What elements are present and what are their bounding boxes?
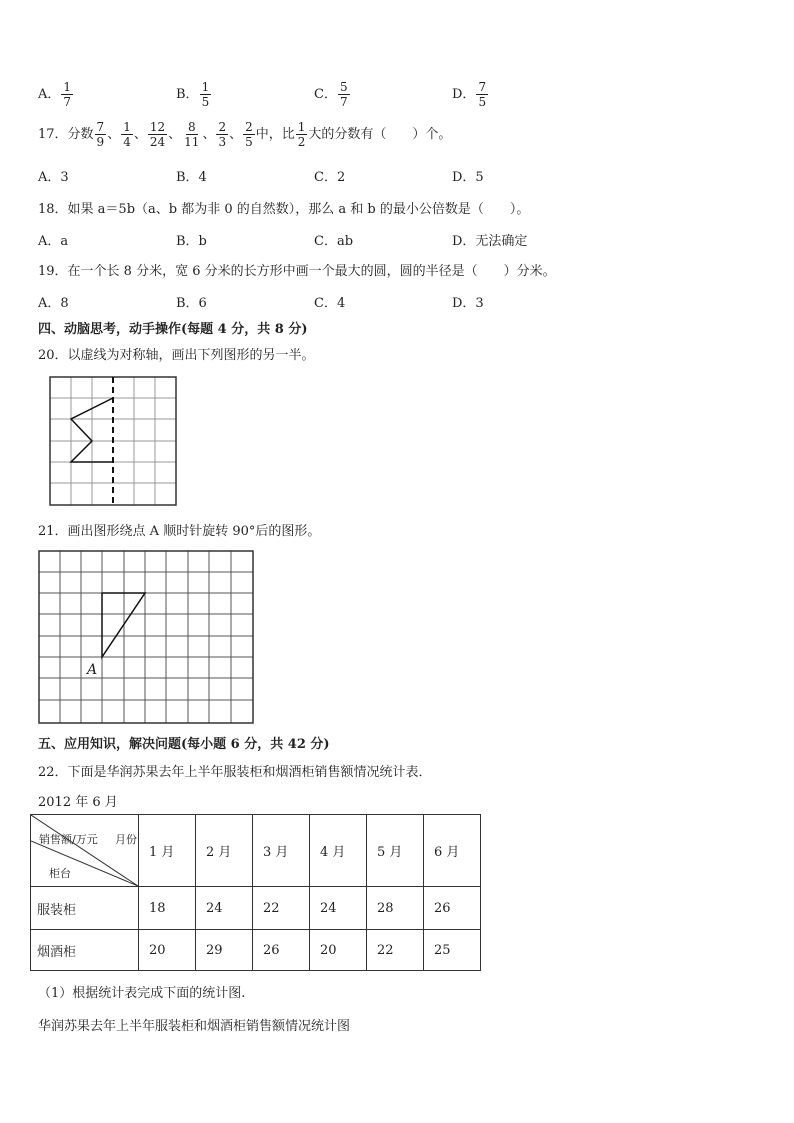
table-header-row	[31, 815, 481, 887]
q19-question: 19．在一个长 8 分米，宽 6 分米的长方形中画一个最大的圆，圆的半径是（ ）分米。	[38, 264, 556, 279]
fraction: $\frac{12}{24}$	[149, 120, 166, 149]
q17-option-b[interactable]: B．4	[176, 170, 207, 185]
header-counter-label: 柜台	[49, 867, 71, 880]
month-header: 3 月	[253, 815, 310, 887]
diagonal-header-cell	[31, 815, 139, 887]
q22-question: 22．下面是华润苏果去年上半年服装柜和烟酒柜销售额情况统计表．	[38, 765, 432, 780]
fraction: $\frac{1}{2}$	[297, 120, 306, 149]
table-cell: 24	[196, 887, 253, 930]
grid-border	[39, 551, 253, 723]
q17-option-a[interactable]: A．3	[38, 170, 69, 185]
q16-option-a[interactable]: A． $\frac{1}{7}$	[38, 80, 72, 109]
grid-lines	[39, 551, 253, 723]
fraction: $\frac{1}{5}$	[201, 80, 210, 109]
month-header: 5 月	[367, 815, 424, 887]
table-cell: 26	[253, 930, 310, 971]
q18-option-d[interactable]: D．无法确定	[452, 234, 528, 249]
q21-rotation-grid[interactable]	[38, 550, 254, 724]
fraction: $\frac{5}{7}$	[339, 80, 348, 109]
q22-sub1: （1）根据统计表完成下面的统计图.	[38, 986, 246, 1001]
header-sales-label: 销售额/万元	[39, 833, 98, 846]
q18-option-b[interactable]: B．b	[176, 234, 207, 249]
table-row	[31, 887, 481, 930]
month-header: 6 月	[424, 815, 481, 887]
row-label: 烟酒柜	[31, 930, 139, 971]
table-date: 2012 年 6 月	[38, 795, 118, 810]
q18-question: 18．如果 a＝5b（a、b 都为非 0 的自然数），那么 a 和 b 的最小公倍数是（ ）。	[38, 202, 530, 217]
point-a-label: A	[87, 662, 98, 678]
q21-question: 21．画出图形绕点 A 顺时针旋转 90°后的图形。	[38, 524, 321, 539]
q17-option-c[interactable]: C．2	[314, 170, 346, 185]
fraction: $\frac{7}{5}$	[478, 80, 487, 109]
fraction: $\frac{7}{9}$	[96, 120, 105, 149]
chart-title: 华润苏果去年上半年服装柜和烟酒柜销售额情况统计图	[38, 1019, 351, 1034]
q19-option-d[interactable]: D．3	[452, 296, 484, 311]
q19-option-a[interactable]: A．8	[38, 296, 69, 311]
fraction: $\frac{2}{5}$	[245, 120, 253, 149]
table-cell: 25	[424, 930, 481, 971]
table-cell: 29	[196, 930, 253, 971]
q16-option-b[interactable]: B． $\frac{1}{5}$	[176, 80, 210, 109]
table-cell: 22	[253, 887, 310, 930]
q19-option-b[interactable]: B．6	[176, 296, 207, 311]
table-cell: 18	[139, 887, 196, 930]
fraction: $\frac{8}{11}$	[184, 120, 200, 149]
q17-question: 17．分数 $\frac{7}{9}$ 、 $\frac{1}{4}$ 、 $\frac{12}{24}$ 、 $\frac{8}{11}$ 、 $\frac{2}{3}$ 、 $\frac{2}{5}$ 中，比 $\frac{1}{2}$ 大的分数有（ ）个。	[38, 120, 452, 149]
table-cell: 28	[367, 887, 424, 930]
table-cell: 22	[367, 930, 424, 971]
section-5-title: 五、应用知识，解决问题(每小题 6 分，共 42 分)	[38, 737, 330, 752]
table-cell: 24	[310, 887, 367, 930]
fraction: $\frac{2}{3}$	[218, 120, 227, 149]
diagonal-lines	[31, 815, 138, 886]
q20-question: 20．以虚线为对称轴，画出下列图形的另一半。	[38, 348, 315, 363]
table-cell: 20	[310, 930, 367, 971]
table-cell: 26	[424, 887, 481, 930]
q20-symmetry-grid[interactable]	[48, 375, 178, 507]
table-cell: 20	[139, 930, 196, 971]
q18-option-c[interactable]: C．ab	[314, 234, 354, 249]
q18-option-a[interactable]: A．a	[38, 234, 69, 249]
fraction: $\frac{1}{4}$	[123, 120, 131, 149]
header-month-label: 月份	[115, 833, 137, 846]
row-label: 服装柜	[31, 887, 139, 930]
month-header: 4 月	[310, 815, 367, 887]
q19-option-c[interactable]: C．4	[314, 296, 346, 311]
month-header: 1 月	[139, 815, 196, 887]
q17-option-d[interactable]: D．5	[452, 170, 484, 185]
table-row	[31, 930, 481, 971]
sales-statistics-table	[30, 814, 481, 971]
section-4-title: 四、动脑思考，动手操作(每题 4 分，共 8 分)	[38, 322, 308, 337]
fraction: $\frac{1}{7}$	[63, 80, 72, 109]
q16-option-d[interactable]: D． $\frac{7}{5}$	[452, 80, 487, 109]
month-header: 2 月	[196, 815, 253, 887]
q16-option-c[interactable]: C． $\frac{5}{7}$	[314, 80, 348, 109]
